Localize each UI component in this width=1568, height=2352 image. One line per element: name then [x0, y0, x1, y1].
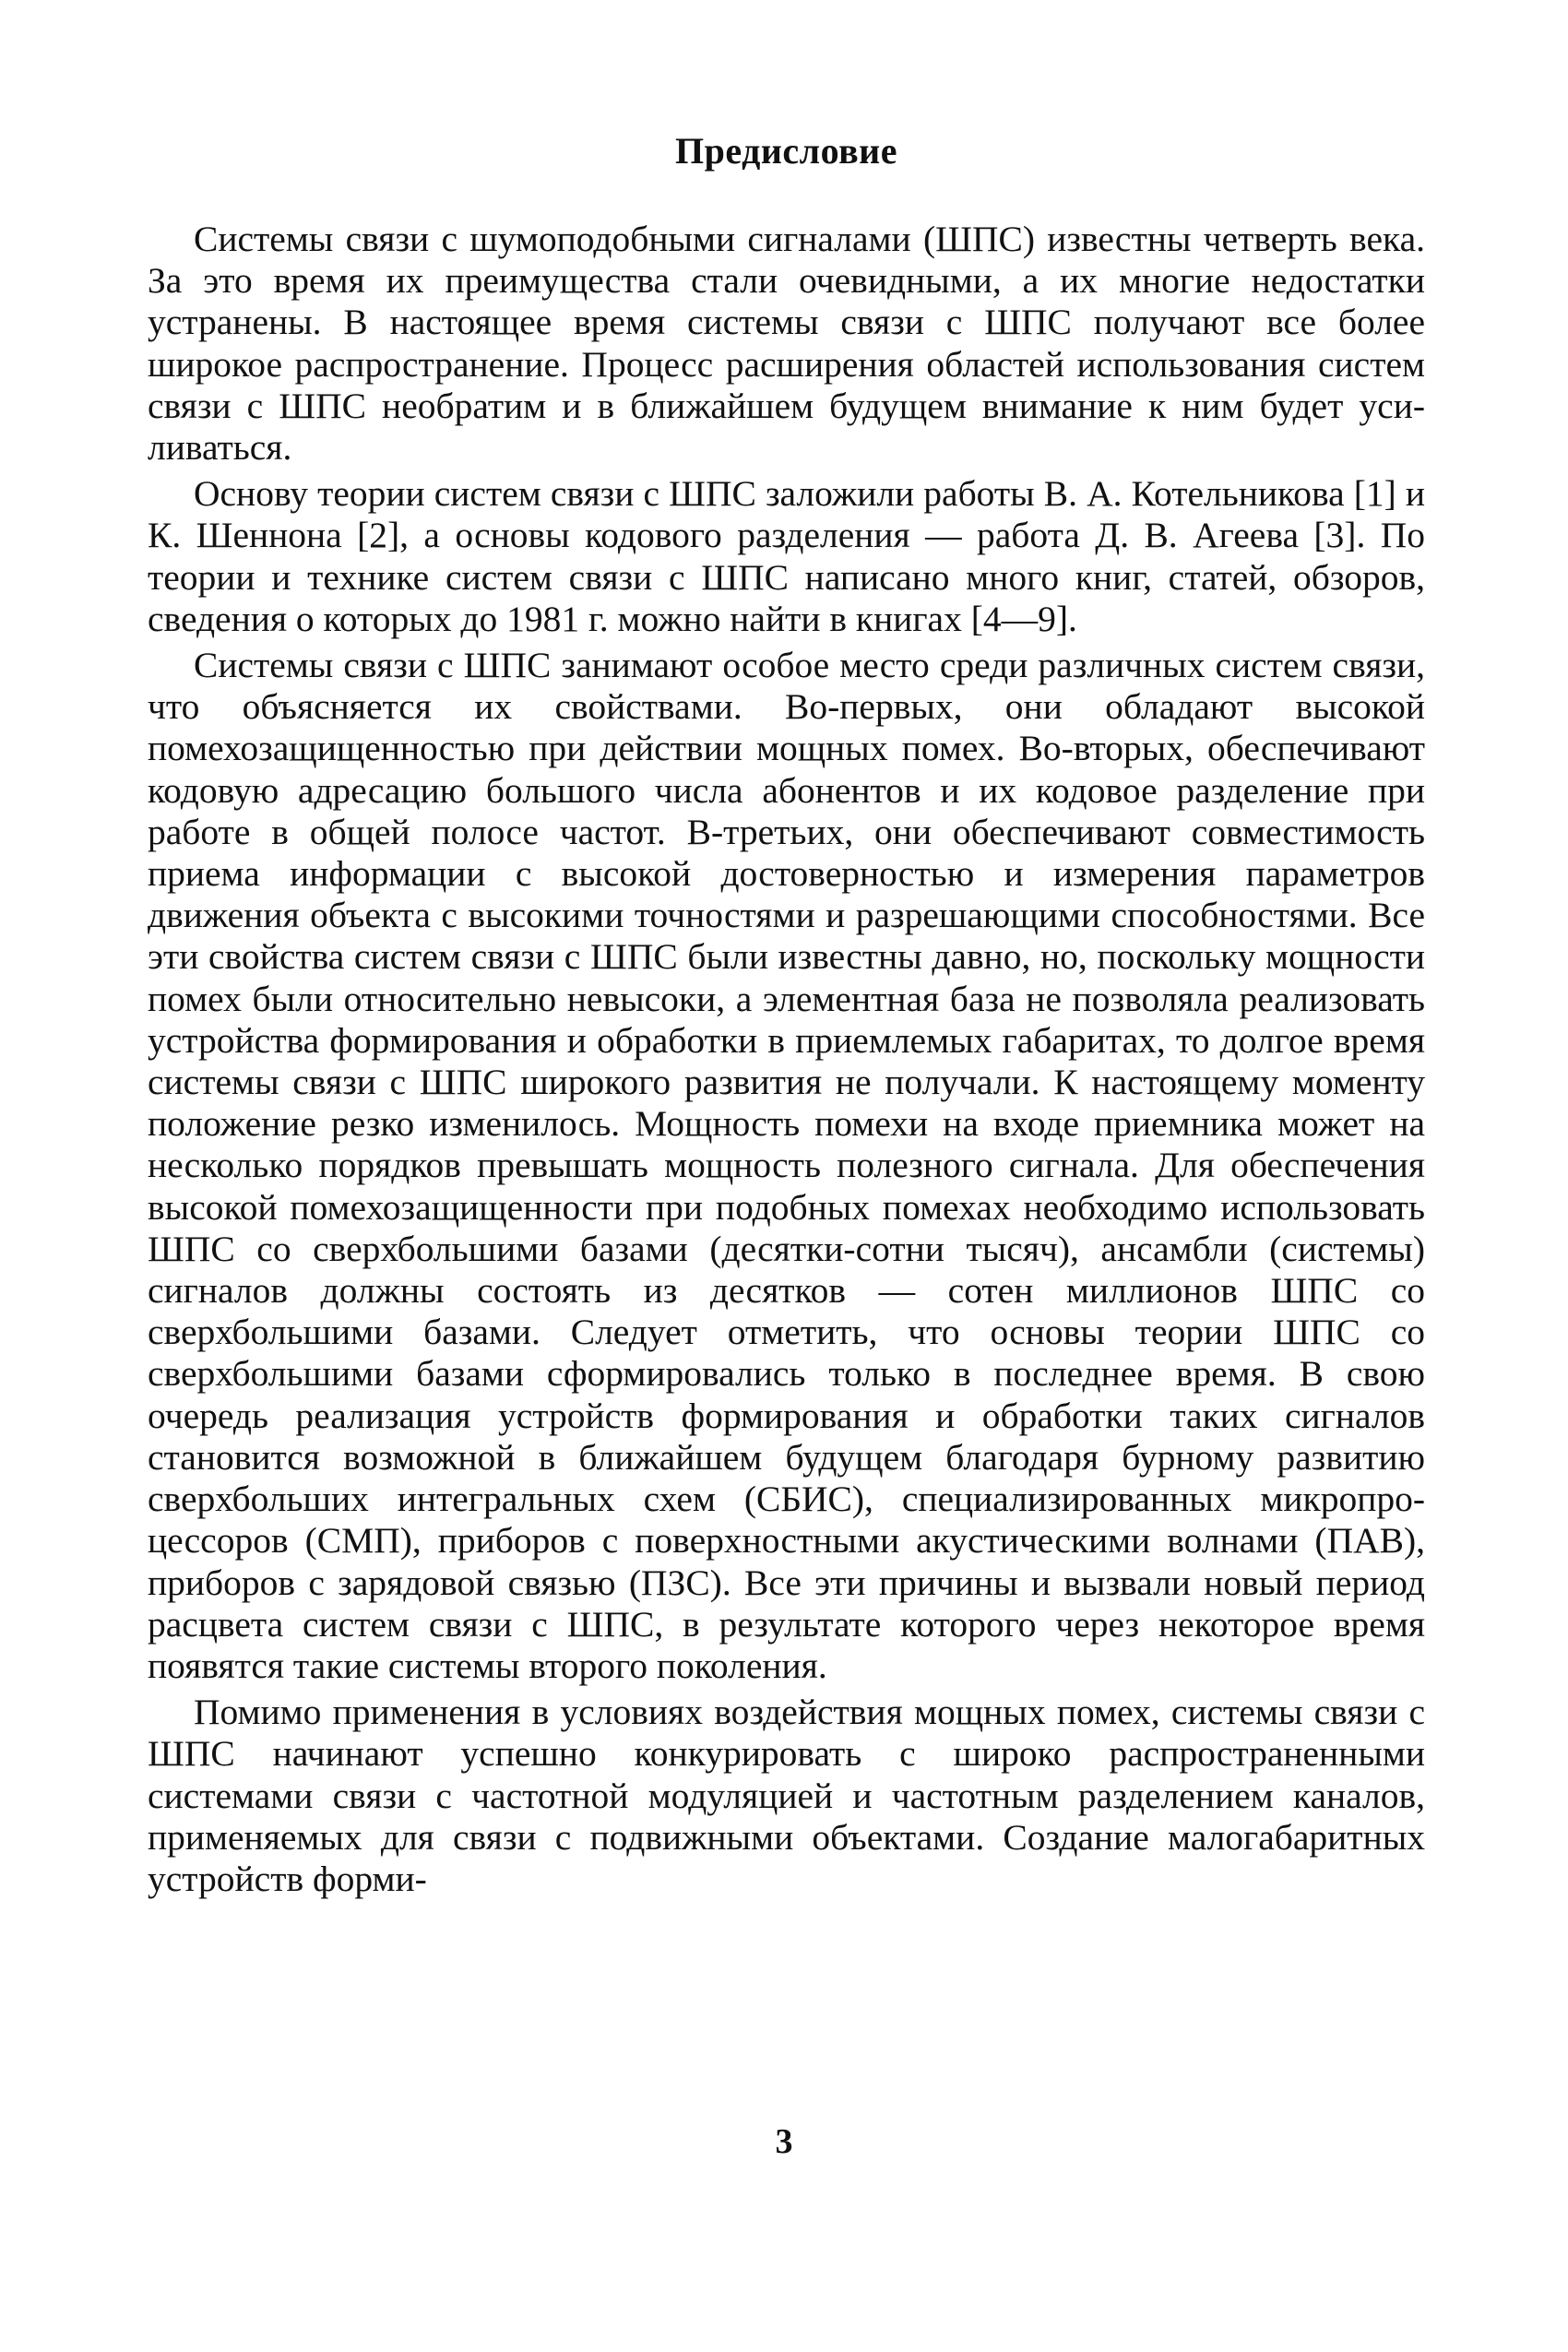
page-title: Предисловие [675, 130, 897, 172]
paragraph-3: Системы связи с ШПС занимают особое место среди различных систем связи, что объясняется их свойствами. Во-первых, они обладают высокой помехозащищенностью при действии мощных помех. Во-вторых, обеспечивают кодовую адресацию большого числа абонентов и их кодовое разделение при работе в общей полосе частот. В-третьих, они обеспечивают совместимость приема информации с высокой достоверностью и измерения параметров движения объекта с высокими точностями и разрешающими способностями. Все эти свойства систем связи с ШПС были известны давно, но, поскольку мощности помех были относительно невысоки, а элементная база не позволяла реализовать устройства формирования и обработки в приемлемых габаритах, то долгое время системы связи с ШПС широкого развития не получали. К настоящему моменту положение резко изменилось. Мощность помехи на входе приемника может на несколько порядков превышать мощность полезного сигнала. Для обеспечения высокой помехозащищенности при подобных помехах необходимо использовать ШПС со сверхбольшими базами (десятки-сотни тысяч), ансамбли (системы) сигналов должны состоять из десятков — сотен миллионов ШПС со сверхбольшими базами. Следует отметить, что основы теории ШПС со сверхбольшими базами сформировались только в последнее время. В свою очередь реализация устройств формирования и обработки таких сигналов становится возможной в ближайшем будущем благодаря бурному развитию сверхбольших интегральных схем (СБИС), специализированных микропроцессоров (СМП), приборов с поверхностными акустическими волнами (ПАВ), приборов с зарядовой связью (ПЗС). Все эти причины и вызвали новый период расцвета систем связи с ШПС, в результате которого через некоторое время появятся такие системы второго поколения. [148, 645, 1425, 1686]
paragraph-4: Помимо применения в условиях воздействия мощных помех, системы связи с ШПС начинают успешно конкурировать с широко распространенными системами связи с частотной модуляцией и частотным разделением каналов, применяемых для связи с подвижными объектами. Создание малогабаритных устройств форми- [148, 1692, 1425, 1899]
page-body [148, 129, 1425, 1905]
paragraph-2: Основу теории систем связи с ШПС заложили работы В. А. Котельникова [1] и К. Шеннона [2], а основы кодового разделения — работа Д. В. Агеева [3]. По теории и технике систем связи с ШПС написано много книг, статей, обзоров, сведения о которых до 1981 г. можно найти в книгах [4—9]. [148, 473, 1425, 639]
page-number: 3 [775, 2122, 793, 2161]
paragraph-1: Системы связи с шумоподобными сигналами (ШПС) известны четверть века. За это время их преимущества стали очевидными, а их многие недостатки устранены. В настоящее время системы связи с ШПС получают все более широкое распространение. Процесс расширения областей использования систем связи с ШПС необратим и в ближайшем будущем внимание к ним будет усиливаться. [148, 219, 1425, 469]
